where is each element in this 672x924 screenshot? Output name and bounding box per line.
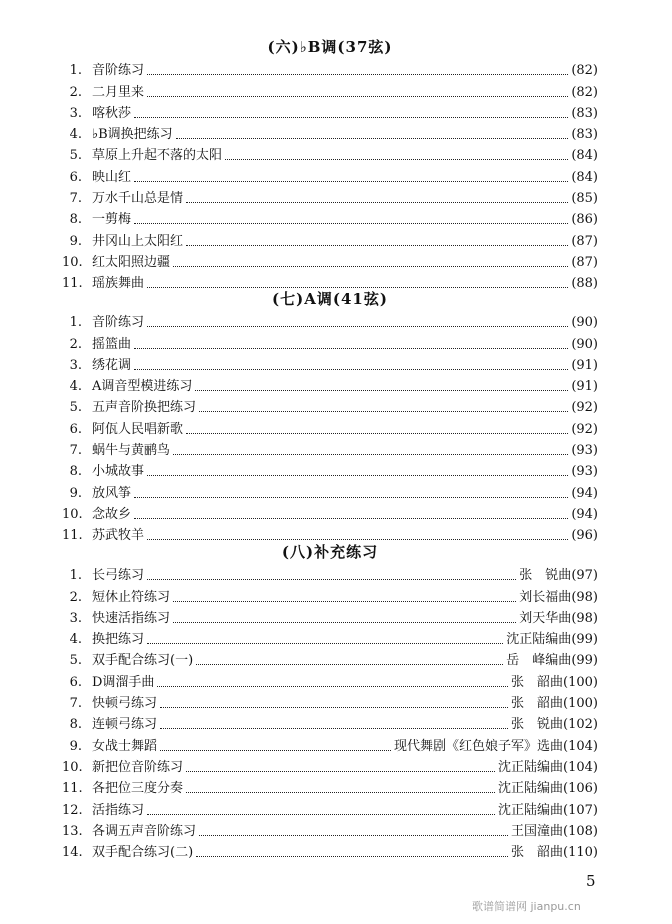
entry-title: 活指练习 bbox=[92, 802, 145, 818]
toc-entry[interactable] bbox=[62, 502, 598, 523]
entry-number: 8. bbox=[69, 212, 82, 228]
entry-number: 7. bbox=[69, 443, 82, 459]
entry-page: (84) bbox=[571, 148, 598, 164]
entry-number: 5. bbox=[69, 148, 82, 164]
toc-entry[interactable] bbox=[62, 207, 598, 228]
toc-entry[interactable] bbox=[62, 395, 598, 416]
entry-page: (87) bbox=[571, 254, 598, 270]
entry-page: (99) bbox=[571, 653, 598, 669]
toc-entry[interactable] bbox=[62, 691, 598, 712]
toc-entry[interactable] bbox=[62, 627, 598, 648]
dot-leader bbox=[134, 518, 568, 519]
entry-number: 11. bbox=[62, 781, 83, 797]
toc-entry[interactable] bbox=[62, 416, 598, 437]
toc-entry[interactable] bbox=[62, 374, 598, 395]
entry-page: (82) bbox=[571, 84, 598, 100]
entry-credit: 张 锐曲 bbox=[519, 568, 572, 584]
toc-entry[interactable] bbox=[62, 353, 598, 374]
entry-page: (84) bbox=[571, 169, 598, 185]
entry-number: 7. bbox=[69, 191, 82, 207]
toc-entry[interactable] bbox=[62, 101, 598, 122]
dot-leader bbox=[147, 96, 568, 97]
toc-entry[interactable] bbox=[62, 819, 598, 840]
entry-title: 各把位三度分奏 bbox=[92, 781, 184, 797]
dot-leader bbox=[147, 74, 568, 75]
entry-number: 5. bbox=[69, 400, 82, 416]
entry-title: 各调五声音阶练习 bbox=[92, 823, 197, 839]
toc-entry[interactable] bbox=[62, 733, 598, 754]
entry-number: 8. bbox=[69, 464, 82, 480]
entry-page: (104) bbox=[563, 738, 598, 754]
section-items bbox=[62, 310, 598, 544]
dot-leader bbox=[147, 326, 568, 327]
entry-title: 井冈山上太阳红 bbox=[92, 233, 184, 249]
entry-page: (88) bbox=[571, 276, 598, 292]
entry-number: 12. bbox=[62, 802, 83, 818]
section-b-flat bbox=[62, 36, 598, 292]
entry-credit: 张 韶曲 bbox=[511, 674, 564, 690]
entry-title: 快速活指练习 bbox=[92, 610, 171, 626]
entry-title: 万水千山总是情 bbox=[92, 191, 184, 207]
dot-leader bbox=[186, 202, 568, 203]
entry-page: (94) bbox=[571, 506, 598, 522]
entry-credit: 张 锐曲 bbox=[511, 717, 564, 733]
entry-credit: 岳 峰编曲 bbox=[506, 653, 572, 669]
entry-number: 3. bbox=[69, 357, 82, 373]
dot-leader bbox=[134, 181, 568, 182]
dot-leader bbox=[173, 454, 568, 455]
entry-number: 6. bbox=[69, 169, 82, 185]
entry-title: 双手配合练习(一) bbox=[92, 653, 194, 669]
toc-entry[interactable] bbox=[62, 186, 598, 207]
entry-page: (90) bbox=[571, 315, 598, 331]
entry-number: 9. bbox=[69, 485, 82, 501]
entry-title: 女战士舞蹈 bbox=[92, 738, 158, 754]
toc-entry[interactable] bbox=[62, 79, 598, 100]
entry-page: (107) bbox=[563, 802, 598, 818]
dot-leader bbox=[147, 643, 503, 644]
dot-leader bbox=[173, 601, 516, 602]
entry-title: ♭B调换把练习 bbox=[92, 127, 173, 143]
toc-entry[interactable] bbox=[62, 606, 598, 627]
dot-leader bbox=[173, 266, 568, 267]
entry-title: D调溜手曲 bbox=[92, 674, 155, 690]
entry-page: (93) bbox=[571, 443, 598, 459]
toc-entry[interactable] bbox=[62, 228, 598, 249]
dot-leader bbox=[225, 159, 568, 160]
dot-leader bbox=[134, 348, 568, 349]
dot-leader bbox=[147, 475, 568, 476]
entry-title: 换把练习 bbox=[92, 632, 145, 648]
entry-title: 喀秋莎 bbox=[92, 105, 132, 121]
entry-page: (100) bbox=[563, 674, 598, 690]
entry-title: 音阶练习 bbox=[92, 63, 145, 79]
dot-leader bbox=[160, 728, 508, 729]
entry-credit: 王国潼曲 bbox=[511, 823, 564, 839]
section-items bbox=[62, 563, 598, 861]
toc-entry[interactable] bbox=[62, 755, 598, 776]
dot-leader bbox=[160, 707, 508, 708]
section-title: (八)补充练习 bbox=[281, 543, 379, 561]
dot-leader bbox=[173, 622, 516, 623]
entry-page: (100) bbox=[563, 696, 598, 712]
toc-entry[interactable] bbox=[62, 584, 598, 605]
entry-page: (83) bbox=[571, 127, 598, 143]
entry-title: 一剪梅 bbox=[92, 212, 132, 228]
toc-entry[interactable] bbox=[62, 58, 598, 79]
entry-title: 蜗牛与黄鹂鸟 bbox=[92, 443, 171, 459]
entry-title: 草原上升起不落的太阳 bbox=[92, 148, 223, 164]
entry-title: 音阶练习 bbox=[92, 315, 145, 331]
toc-entry[interactable] bbox=[62, 797, 598, 818]
toc-entry[interactable] bbox=[62, 480, 598, 501]
entry-page: (98) bbox=[571, 589, 598, 605]
dot-leader bbox=[134, 223, 568, 224]
entry-title: 念故乡 bbox=[92, 506, 132, 522]
entry-page: (110) bbox=[563, 845, 598, 861]
entry-page: (102) bbox=[563, 717, 598, 733]
section-title: (七)A调(41弦) bbox=[272, 290, 388, 308]
entry-title: 红太阳照边疆 bbox=[92, 254, 171, 270]
entry-number: 1. bbox=[69, 568, 82, 584]
entry-number: 9. bbox=[69, 233, 82, 249]
entry-credit: 刘天华曲 bbox=[519, 610, 572, 626]
dot-leader bbox=[147, 814, 495, 815]
entry-number: 3. bbox=[69, 105, 82, 121]
entry-title: 摇篮曲 bbox=[92, 336, 132, 352]
entry-page: (99) bbox=[571, 632, 598, 648]
entry-number: 10. bbox=[62, 759, 83, 775]
toc-entry[interactable] bbox=[62, 143, 598, 164]
page-number: 5 bbox=[586, 872, 596, 890]
entry-number: 13. bbox=[62, 823, 83, 839]
toc-entry[interactable] bbox=[62, 122, 598, 143]
entry-page: (97) bbox=[571, 568, 598, 584]
entry-title: 二月里来 bbox=[92, 84, 145, 100]
entry-number: 7. bbox=[69, 696, 82, 712]
entry-page: (85) bbox=[571, 191, 598, 207]
section-title: (六)♭B调(37弦) bbox=[267, 38, 393, 56]
entry-title: 双手配合练习(二) bbox=[92, 845, 194, 861]
entry-number: 14. bbox=[62, 845, 83, 861]
toc-entry[interactable] bbox=[62, 250, 598, 271]
watermark: 歌谱简谱网 jianpu.cn bbox=[472, 900, 581, 913]
entry-page: (106) bbox=[563, 781, 598, 797]
entry-title: 苏武牧羊 bbox=[92, 528, 145, 544]
entry-number: 4. bbox=[69, 127, 82, 143]
dot-leader bbox=[186, 792, 495, 793]
entry-credit: 沈正陆编曲 bbox=[498, 759, 564, 775]
entry-number: 4. bbox=[69, 379, 82, 395]
entry-number: 3. bbox=[69, 610, 82, 626]
entry-title: A调音型模进练习 bbox=[92, 379, 193, 395]
dot-leader bbox=[134, 497, 568, 498]
dot-leader bbox=[196, 856, 508, 857]
entry-page: (91) bbox=[571, 379, 598, 395]
dot-leader bbox=[195, 390, 568, 391]
entry-title: 瑶族舞曲 bbox=[92, 276, 145, 292]
entry-number: 6. bbox=[69, 674, 82, 690]
entry-credit: 张 韶曲 bbox=[511, 696, 564, 712]
dot-leader bbox=[186, 771, 495, 772]
dot-leader bbox=[134, 117, 568, 118]
entry-page: (93) bbox=[571, 464, 598, 480]
dot-leader bbox=[147, 579, 516, 580]
entry-number: 2. bbox=[69, 336, 82, 352]
toc-entry[interactable] bbox=[62, 776, 598, 797]
dot-leader bbox=[160, 750, 391, 751]
dot-leader bbox=[199, 411, 568, 412]
entry-page: (87) bbox=[571, 233, 598, 249]
entry-title: 新把位音阶练习 bbox=[92, 759, 184, 775]
entry-title: 映山红 bbox=[92, 169, 132, 185]
entry-page: (86) bbox=[571, 212, 598, 228]
toc-entry[interactable] bbox=[62, 310, 598, 331]
entry-number: 2. bbox=[69, 84, 82, 100]
entry-title: 快顿弓练习 bbox=[92, 696, 158, 712]
entry-title: 五声音阶换把练习 bbox=[92, 400, 197, 416]
entry-page: (94) bbox=[571, 485, 598, 501]
entry-page: (90) bbox=[571, 336, 598, 352]
dot-leader bbox=[199, 835, 508, 836]
entry-number: 11. bbox=[62, 276, 83, 292]
entry-page: (91) bbox=[571, 357, 598, 373]
entry-number: 4. bbox=[69, 632, 82, 648]
entry-title: 长弓练习 bbox=[92, 568, 145, 584]
dot-leader bbox=[196, 664, 503, 665]
dot-leader bbox=[157, 686, 508, 687]
toc-entry[interactable] bbox=[62, 840, 598, 861]
entry-title: 连顿弓练习 bbox=[92, 717, 158, 733]
entry-title: 放风筝 bbox=[92, 485, 132, 501]
entry-page: (96) bbox=[571, 528, 598, 544]
entry-number: 1. bbox=[69, 63, 82, 79]
entry-credit: 张 韶曲 bbox=[511, 845, 564, 861]
entry-number: 5. bbox=[69, 653, 82, 669]
entry-number: 1. bbox=[69, 315, 82, 331]
entry-page: (108) bbox=[563, 823, 598, 839]
entry-title: 短休止符练习 bbox=[92, 589, 171, 605]
entry-credit: 刘长福曲 bbox=[519, 589, 572, 605]
entry-title: 小城故事 bbox=[92, 464, 145, 480]
entry-page: (82) bbox=[571, 63, 598, 79]
toc-entry[interactable] bbox=[62, 648, 598, 669]
entry-page: (98) bbox=[571, 610, 598, 626]
dot-leader bbox=[186, 433, 568, 434]
entry-page: (83) bbox=[571, 105, 598, 121]
entry-page: (104) bbox=[563, 759, 598, 775]
entry-page: (92) bbox=[571, 421, 598, 437]
entry-number: 2. bbox=[69, 589, 82, 605]
entry-credit: 沈正陆编曲 bbox=[498, 802, 564, 818]
toc-entry[interactable] bbox=[62, 563, 598, 584]
toc-entry[interactable] bbox=[62, 438, 598, 459]
section-a-key bbox=[62, 288, 598, 544]
toc-entry[interactable] bbox=[62, 669, 598, 690]
entry-title: 绣花调 bbox=[92, 357, 132, 373]
entry-page: (92) bbox=[571, 400, 598, 416]
entry-number: 6. bbox=[69, 421, 82, 437]
entry-number: 8. bbox=[69, 717, 82, 733]
toc-entry[interactable] bbox=[62, 459, 598, 480]
entry-number: 11. bbox=[62, 528, 83, 544]
entry-number: 10. bbox=[62, 254, 83, 270]
entry-credit: 现代舞剧《红色娘子军》选曲 bbox=[394, 738, 564, 754]
entry-credit: 沈正陆编曲 bbox=[506, 632, 572, 648]
entry-credit: 沈正陆编曲 bbox=[498, 781, 564, 797]
toc-entry[interactable] bbox=[62, 331, 598, 352]
section-items bbox=[62, 58, 598, 292]
toc-entry[interactable] bbox=[62, 712, 598, 733]
entry-title: 阿佤人民唱新歌 bbox=[92, 421, 184, 437]
entry-number: 9. bbox=[69, 738, 82, 754]
section-supplementary bbox=[62, 541, 598, 861]
dot-leader bbox=[186, 245, 568, 246]
toc-entry[interactable] bbox=[62, 164, 598, 185]
dot-leader bbox=[134, 369, 568, 370]
entry-number: 10. bbox=[62, 506, 83, 522]
dot-leader bbox=[176, 138, 569, 139]
